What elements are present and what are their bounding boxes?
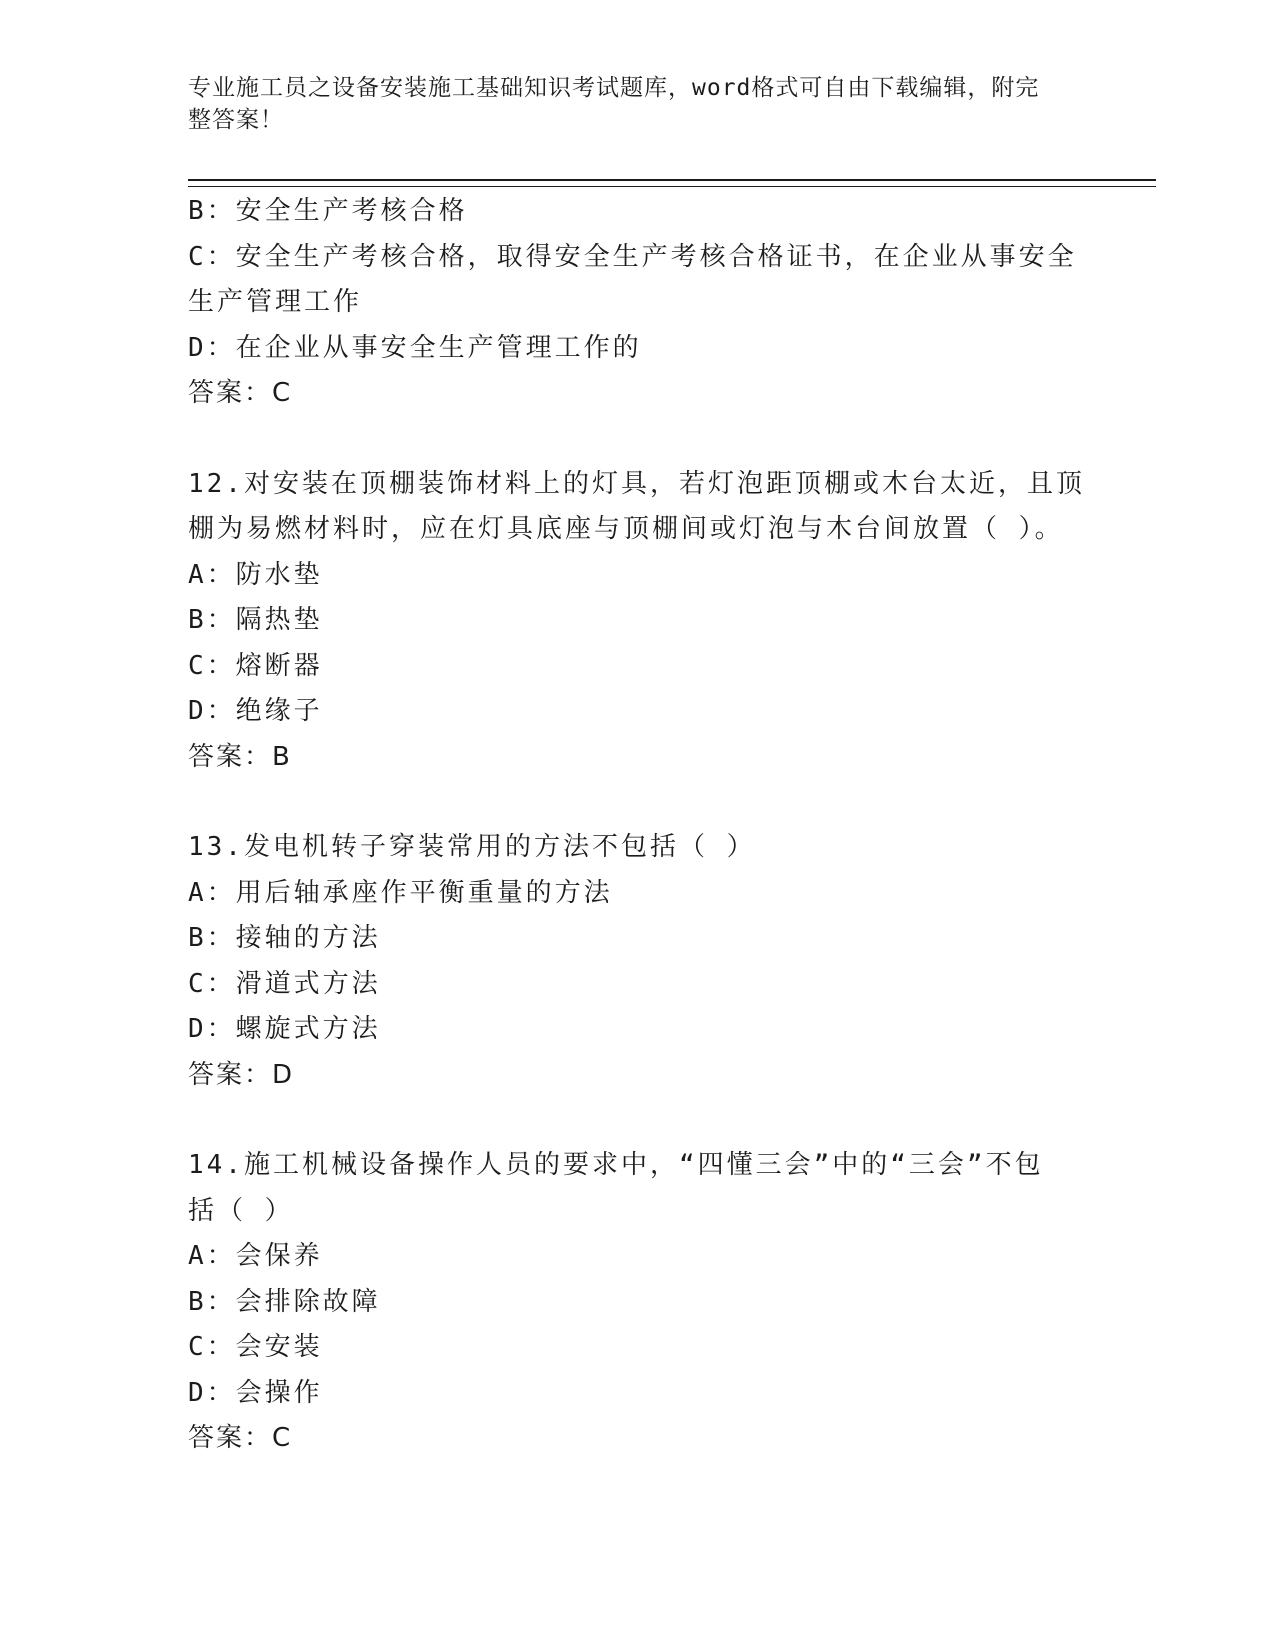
answer: 答案：D	[188, 1059, 295, 1090]
question-stem: 12.对安装在顶棚装饰材料上的灯具，若灯泡距顶棚或木台太近，且顶	[188, 468, 1085, 499]
option-c: C：会安装	[188, 1332, 323, 1362]
question-stem: 棚为易燃材料时，应在灯具底座与顶棚间或灯泡与木台间放置（ ）。	[188, 514, 1064, 544]
option-c: C：熔断器	[188, 650, 323, 681]
header-line: 整答案！	[188, 107, 284, 133]
option-c: C：安全生产考核合格，取得安全生产考核合格证书，在企业从事安全	[188, 241, 1077, 272]
option-a: A：防水垫	[188, 559, 323, 590]
header-divider	[188, 179, 1156, 187]
document-header	[188, 72, 1068, 136]
option-d: D：螺旋式方法	[188, 1014, 381, 1044]
option-b: B：会排除故障	[188, 1286, 381, 1317]
question-stem: 13.发电机转子穿装常用的方法不包括（ ）	[188, 832, 756, 862]
answer: 答案：C	[188, 1423, 293, 1453]
question-14	[188, 1143, 1088, 1462]
answer: 答案：B	[188, 741, 292, 772]
option-d: D：在企业从事安全生产管理工作的	[188, 332, 642, 363]
header-line: 专业施工员之设备安装施工基础知识考试题库，word格式可自由下载编辑，附完	[188, 75, 1040, 101]
option-c-continued: 生产管理工作	[188, 287, 363, 317]
spacer	[188, 417, 1088, 462]
spacer	[188, 1098, 1088, 1143]
question-list	[188, 189, 1088, 1462]
option-a: A：用后轴承座作平衡重量的方法	[188, 877, 613, 908]
option-d: D：会操作	[188, 1377, 323, 1408]
option-d: D：绝缘子	[188, 696, 323, 726]
question-13	[188, 825, 1088, 1098]
answer: 答案：C	[188, 378, 293, 408]
option-c: C：滑道式方法	[188, 968, 381, 999]
option-b: B：接轴的方法	[188, 923, 381, 953]
option-a: A：会保养	[188, 1241, 323, 1271]
spacer	[188, 780, 1088, 825]
question-stem: 14.施工机械设备操作人员的要求中，“四懂三会”中的“三会”不包	[188, 1150, 1044, 1180]
option-b: B：安全生产考核合格	[188, 196, 468, 226]
question-stem: 括（ ）	[188, 1195, 294, 1226]
question-12	[188, 462, 1088, 781]
option-b: B：隔热垫	[188, 605, 323, 635]
question-11-continued	[188, 189, 1088, 417]
